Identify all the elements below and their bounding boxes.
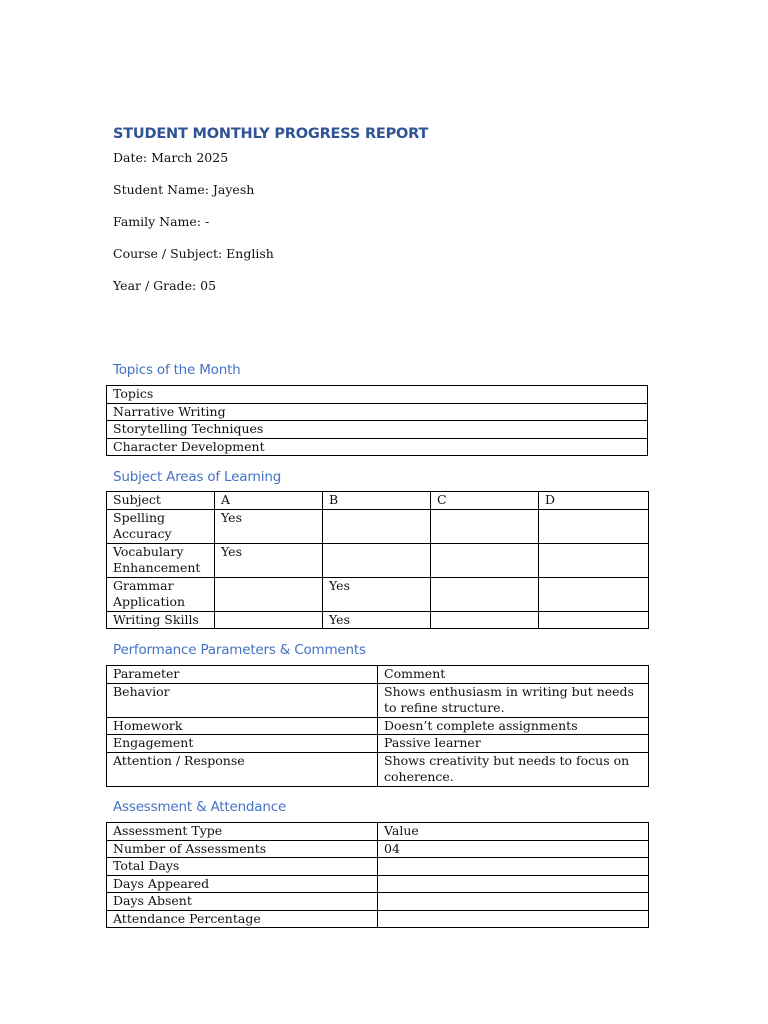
table-cell: [431, 577, 539, 611]
table-cell: Grammar Application: [107, 577, 215, 611]
table-row: [107, 910, 649, 928]
table-cell: Shows creativity but needs to focus on coherence.: [378, 752, 649, 786]
table-cell: Engagement: [107, 735, 378, 753]
table-row: [107, 858, 649, 876]
table-cell: [323, 543, 431, 577]
table-cell: [378, 893, 649, 911]
table-cell: Shows enthusiasm in writing but needs to refine structure.: [378, 683, 649, 717]
table-cell: [378, 858, 649, 876]
table-row: [107, 735, 649, 753]
topics-heading: Topics of the Month: [113, 362, 241, 378]
table-cell: Total Days: [107, 858, 378, 876]
table-cell: Yes: [215, 509, 323, 543]
performance-table: [106, 665, 649, 787]
table-row: [107, 752, 649, 786]
course-subject: Course / Subject: English: [113, 246, 274, 261]
table-cell: [378, 875, 649, 893]
table-row: [107, 717, 649, 735]
table-cell: Days Absent: [107, 893, 378, 911]
table-cell: B: [323, 492, 431, 510]
performance-heading: Performance Parameters & Comments: [113, 642, 366, 658]
table-cell: Narrative Writing: [107, 403, 648, 421]
table-row: [107, 577, 649, 611]
table-row: [107, 875, 649, 893]
table-cell: [378, 910, 649, 928]
table-row: [107, 840, 649, 858]
assessment-heading: Assessment & Attendance: [113, 799, 287, 815]
table-row: [107, 509, 649, 543]
table-row: [107, 438, 648, 456]
table-row: [107, 543, 649, 577]
table-cell: Behavior: [107, 683, 378, 717]
table-cell: Attention / Response: [107, 752, 378, 786]
table-row: [107, 403, 648, 421]
table-row: [107, 421, 648, 439]
table-header-row: [107, 386, 648, 404]
table-cell: C: [431, 492, 539, 510]
student-name: Student Name: Jayesh: [113, 182, 255, 197]
table-cell: A: [215, 492, 323, 510]
table-header-row: [107, 666, 649, 684]
table-cell: [323, 509, 431, 543]
table-cell: [215, 611, 323, 629]
table-cell: [539, 611, 649, 629]
table-cell: Value: [378, 823, 649, 841]
table-cell: Yes: [323, 577, 431, 611]
table-cell: Passive learner: [378, 735, 649, 753]
table-row: [107, 611, 649, 629]
subjects-heading: Subject Areas of Learning: [113, 469, 282, 485]
table-header-row: [107, 823, 649, 841]
year-grade: Year / Grade: 05: [113, 278, 217, 293]
table-cell: [215, 577, 323, 611]
table-cell: [431, 611, 539, 629]
table-cell: Comment: [378, 666, 649, 684]
family-name: Family Name: -: [113, 214, 210, 229]
report-date: Date: March 2025: [113, 150, 229, 165]
table-cell: [431, 543, 539, 577]
table-cell: Parameter: [107, 666, 378, 684]
table-cell: Storytelling Techniques: [107, 421, 648, 439]
table-cell: Doesn’t complete assignments: [378, 717, 649, 735]
subjects-table: [106, 491, 649, 629]
table-cell: 04: [378, 840, 649, 858]
table-cell: Yes: [215, 543, 323, 577]
table-row: [107, 683, 649, 717]
table-cell: [539, 509, 649, 543]
table-header-row: [107, 492, 649, 510]
table-cell: D: [539, 492, 649, 510]
table-cell: [431, 509, 539, 543]
table-cell: Character Development: [107, 438, 648, 456]
table-cell: Assessment Type: [107, 823, 378, 841]
table-cell: [539, 543, 649, 577]
table-cell: Homework: [107, 717, 378, 735]
table-cell: [539, 577, 649, 611]
table-row: [107, 893, 649, 911]
table-cell: Number of Assessments: [107, 840, 378, 858]
table-cell: Days Appeared: [107, 875, 378, 893]
table-cell: Attendance Percentage: [107, 910, 378, 928]
topics-table: [106, 385, 648, 456]
table-cell: Yes: [323, 611, 431, 629]
table-cell: Vocabulary Enhancement: [107, 543, 215, 577]
assessment-table: [106, 822, 649, 928]
report-title: STUDENT MONTHLY PROGRESS REPORT: [113, 126, 429, 142]
table-cell: Subject: [107, 492, 215, 510]
table-cell: Spelling Accuracy: [107, 509, 215, 543]
table-cell: Writing Skills: [107, 611, 215, 629]
table-cell: Topics: [107, 386, 648, 404]
